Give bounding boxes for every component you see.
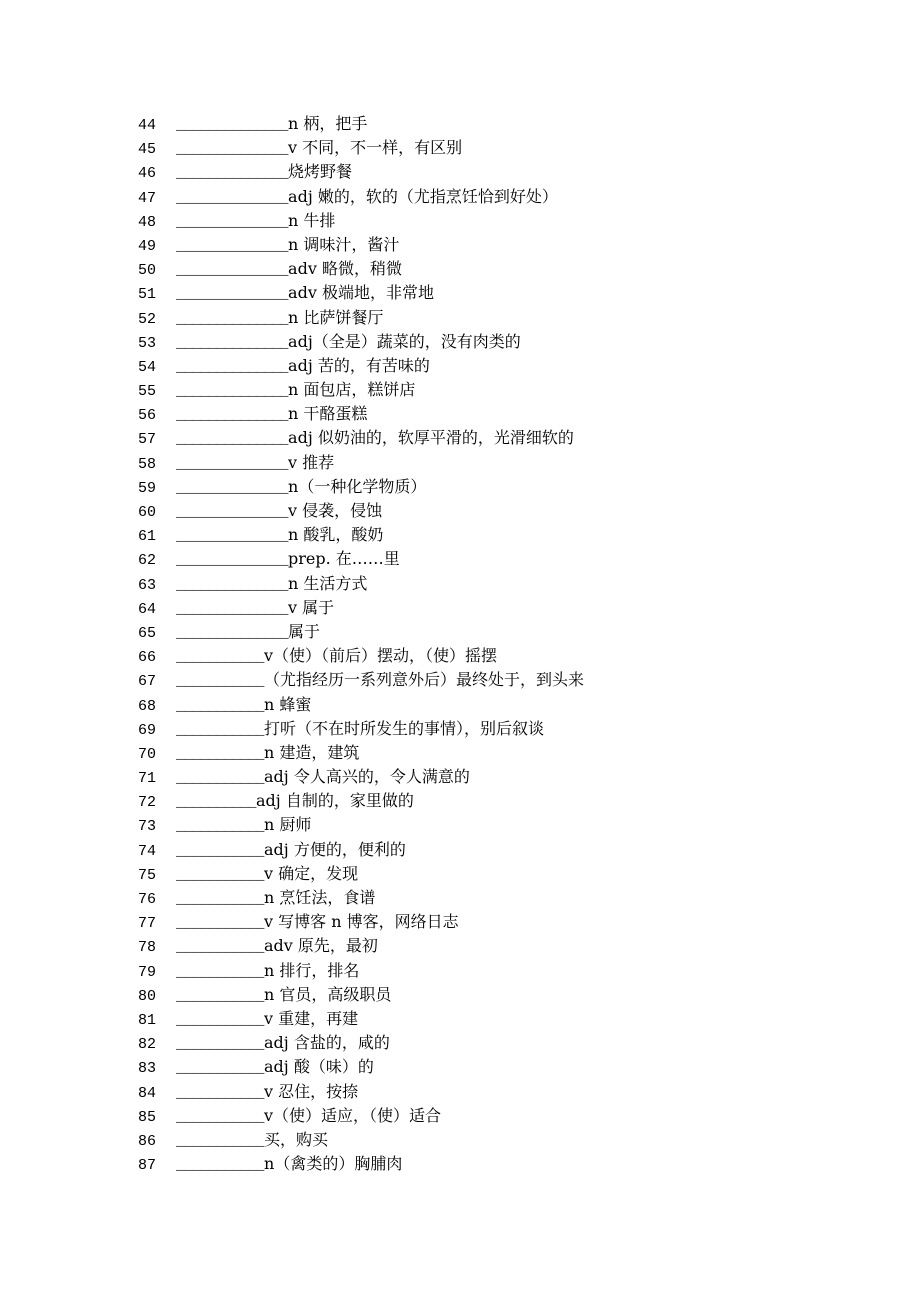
entry-number: 59 — [138, 479, 157, 497]
entry-number: 61 — [138, 528, 157, 546]
entry-definition: adj（全是）蔬菜的，没有肉类的 — [288, 331, 521, 351]
answer-blank: ___________ — [176, 1109, 265, 1126]
entry-number: 87 — [138, 1157, 157, 1175]
entry-number: 46 — [138, 165, 157, 183]
entry-number: 71 — [138, 770, 157, 788]
vocab-entry — [138, 620, 798, 644]
answer-blank: ___________ — [176, 698, 265, 715]
entry-number: 74 — [138, 842, 157, 860]
answer-blank: ______________ — [176, 263, 289, 280]
entry-definition: v 推荐 — [288, 452, 335, 472]
vocab-entry — [138, 257, 798, 281]
entry-number: 68 — [138, 697, 157, 715]
entry-definition: n 面包店，糕饼店 — [288, 380, 416, 400]
answer-blank: ______________ — [176, 456, 289, 473]
answer-blank: ______________ — [176, 505, 289, 521]
entry-definition: v 写博客 n 博客，网络日志 — [264, 912, 459, 932]
entry-definition: n 排行，排名 — [264, 960, 360, 980]
entry-definition: n 酸乳，酸奶 — [288, 525, 384, 545]
entry-number: 51 — [138, 286, 157, 304]
vocab-entry — [138, 402, 798, 426]
vocab-entry — [138, 862, 798, 886]
vocab-entry — [138, 1152, 798, 1176]
answer-blank: ___________ — [176, 964, 265, 981]
entry-definition: n 调味汁，酱汁 — [288, 234, 400, 254]
entry-definition: v 不同，不一样，有区别 — [288, 138, 463, 158]
vocabulary-list — [138, 112, 798, 1176]
entry-number: 72 — [138, 794, 157, 812]
entry-number: 84 — [138, 1084, 157, 1102]
vocab-entry — [138, 1007, 798, 1031]
vocab-entry — [138, 306, 798, 330]
answer-blank: ______________ — [176, 311, 289, 328]
entry-definition: n 建造，建筑 — [264, 742, 360, 762]
entry-number: 65 — [138, 624, 157, 642]
entry-definition: v 重建，再建 — [264, 1008, 359, 1028]
entry-definition: n 烹饪法，食谱 — [264, 888, 376, 907]
answer-blank: ___________ — [176, 1061, 265, 1078]
answer-blank: ______________ — [176, 166, 289, 183]
answer-blank: ______________ — [176, 118, 289, 134]
answer-blank: ___________ — [176, 1133, 265, 1150]
vocab-entry — [138, 233, 798, 257]
answer-blank: ______________ — [176, 190, 289, 207]
answer-blank: ___________ — [176, 819, 265, 836]
vocab-entry — [138, 959, 798, 983]
entry-number: 49 — [138, 237, 157, 255]
answer-blank: ______________ — [176, 287, 289, 304]
answer-blank: ___________ — [176, 988, 265, 1005]
entry-definition: （尤指经历一系列意外后）最终处于，到头来 — [264, 670, 585, 690]
vocab-entry — [138, 572, 798, 596]
answer-blank: ______________ — [176, 214, 289, 231]
entry-definition: adj 似奶油的，软厚平滑的，光滑细软的 — [288, 428, 574, 448]
answer-blank: ___________ — [176, 867, 265, 884]
answer-blank: ___________ — [176, 1085, 265, 1102]
answer-blank: ___________ — [176, 1037, 265, 1054]
answer-blank: ______________ — [176, 432, 289, 449]
entry-definition: adj 苦的，有苦味的 — [288, 355, 430, 375]
answer-blank: ______________ — [176, 480, 289, 497]
entry-definition: v 属于 — [288, 597, 335, 617]
entry-definition: adj 令人高兴的，令人满意的 — [264, 767, 470, 787]
vocab-entry — [138, 789, 798, 813]
vocab-entry — [138, 765, 798, 789]
entry-definition: adj 含盐的，咸的 — [264, 1033, 390, 1053]
vocab-entry — [138, 596, 798, 620]
entry-number: 55 — [138, 383, 157, 401]
entry-definition: n 蜂蜜 — [264, 694, 312, 714]
entry-definition: n 柄，把手 — [288, 114, 368, 133]
entry-number: 44 — [138, 117, 157, 134]
vocab-entry — [138, 475, 798, 499]
entry-number: 47 — [138, 189, 157, 207]
entry-number: 69 — [138, 721, 157, 739]
vocab-entry — [138, 741, 798, 765]
entry-number: 58 — [138, 455, 157, 473]
answer-blank: ______________ — [176, 359, 289, 376]
entry-number: 81 — [138, 1011, 157, 1029]
entry-number: 66 — [138, 649, 157, 667]
vocab-entry — [138, 983, 798, 1007]
entry-definition: 买，购买 — [264, 1129, 329, 1149]
vocab-entry — [138, 378, 798, 402]
entry-number: 76 — [138, 891, 157, 908]
entry-definition: adj 嫩的，软的（尤指烹饪恰到好处） — [288, 186, 558, 206]
vocab-entry — [138, 209, 798, 233]
entry-definition: n 干酪蛋糕 — [288, 404, 368, 424]
vocab-entry — [138, 838, 798, 862]
vocab-entry — [138, 1104, 798, 1128]
vocab-entry — [138, 717, 798, 741]
entry-number: 70 — [138, 745, 157, 763]
entry-definition: n 比萨饼餐厅 — [288, 307, 384, 327]
entry-definition: v 确定，发现 — [264, 863, 359, 883]
entry-definition: 属于 — [288, 621, 321, 641]
entry-definition: 打听（不在时所发生的事情），别后叙谈 — [264, 718, 545, 738]
entry-definition: adj 方便的，便利的 — [264, 839, 406, 859]
entry-number: 48 — [138, 213, 157, 231]
vocab-entry — [138, 281, 798, 305]
vocab-entry — [138, 668, 798, 692]
vocab-entry — [138, 934, 798, 958]
vocab-entry — [138, 910, 798, 934]
entry-number: 57 — [138, 431, 157, 449]
vocab-entry — [138, 886, 798, 910]
vocab-entry — [138, 1055, 798, 1079]
vocab-entry — [138, 1080, 798, 1104]
answer-blank: ___________ — [176, 843, 265, 860]
answer-blank: ______________ — [176, 553, 289, 570]
entry-number: 77 — [138, 915, 157, 933]
answer-blank: ______________ — [176, 238, 289, 255]
entry-number: 62 — [138, 552, 157, 570]
entry-definition: n（禽类的）胸脯肉 — [264, 1154, 403, 1174]
entry-definition: n 牛排 — [288, 210, 336, 230]
entry-definition: adv 略微，稍微 — [288, 259, 402, 279]
vocab-entry — [138, 354, 798, 378]
entry-number: 53 — [138, 334, 157, 352]
entry-number: 63 — [138, 576, 157, 594]
entry-number: 50 — [138, 262, 157, 280]
answer-blank: ______________ — [176, 408, 289, 425]
answer-blank: ___________ — [176, 746, 265, 763]
answer-blank: ___________ — [176, 650, 265, 667]
entry-definition: v 侵袭，侵蚀 — [288, 501, 383, 520]
vocab-entry — [138, 499, 798, 523]
answer-blank: ______________ — [176, 625, 289, 642]
vocab-entry — [138, 112, 798, 136]
answer-blank: ______________ — [176, 142, 289, 159]
entry-number: 56 — [138, 407, 157, 425]
vocab-entry — [138, 523, 798, 547]
entry-definition: n 官员，高级职员 — [264, 984, 392, 1004]
entry-number: 54 — [138, 358, 157, 376]
entry-definition: 烧烤野餐 — [288, 162, 353, 182]
answer-blank: ___________ — [176, 1158, 265, 1175]
entry-number: 67 — [138, 673, 157, 691]
answer-blank: ___________ — [176, 940, 265, 957]
answer-blank: __________ — [176, 795, 257, 812]
entry-definition: adj 酸（味）的 — [264, 1057, 374, 1077]
entry-number: 79 — [138, 963, 157, 981]
entry-number: 73 — [138, 818, 157, 836]
entry-number: 80 — [138, 987, 157, 1005]
answer-blank: ___________ — [176, 1012, 265, 1029]
entry-number: 83 — [138, 1060, 157, 1078]
entry-number: 86 — [138, 1132, 157, 1150]
answer-blank: ___________ — [176, 674, 265, 691]
answer-blank: ______________ — [176, 384, 289, 401]
entry-number: 64 — [138, 600, 157, 618]
entry-definition: adv 原先，最初 — [264, 936, 378, 956]
entry-number: 45 — [138, 141, 157, 159]
entry-definition: adj 自制的，家里做的 — [256, 791, 414, 811]
entry-number: 78 — [138, 939, 157, 957]
vocab-entry — [138, 693, 798, 717]
entry-definition: n 生活方式 — [288, 573, 368, 593]
answer-blank: ______________ — [176, 529, 289, 546]
vocab-entry — [138, 426, 798, 450]
answer-blank: ___________ — [176, 722, 265, 739]
entry-number: 52 — [138, 310, 157, 328]
entry-number: 75 — [138, 866, 157, 884]
answer-blank: ___________ — [176, 916, 265, 933]
entry-definition: v（使）（前后）摆动，（使）摇摆 — [264, 646, 498, 666]
vocab-entry — [138, 185, 798, 209]
vocab-entry — [138, 330, 798, 354]
entry-number: 82 — [138, 1036, 157, 1054]
answer-blank: ______________ — [176, 335, 289, 352]
answer-blank: ______________ — [176, 601, 289, 618]
vocab-entry — [138, 451, 798, 475]
entry-definition: n 厨师 — [264, 815, 312, 835]
entry-definition: prep. 在……里 — [288, 549, 400, 569]
answer-blank: ___________ — [176, 771, 265, 788]
entry-number: 85 — [138, 1108, 157, 1126]
answer-blank: ___________ — [176, 892, 265, 908]
vocab-entry — [138, 1128, 798, 1152]
entry-definition: v（使）适应，（使）适合 — [264, 1105, 442, 1125]
answer-blank: ______________ — [176, 577, 289, 594]
vocab-entry — [138, 160, 798, 184]
entry-definition: n（一种化学物质） — [288, 476, 427, 496]
vocab-entry — [138, 813, 798, 837]
vocab-entry — [138, 136, 798, 160]
vocab-entry — [138, 547, 798, 571]
entry-number: 60 — [138, 504, 157, 521]
entry-definition: v 忍住，按捺 — [264, 1081, 359, 1101]
vocab-entry — [138, 644, 798, 668]
entry-definition: adv 极端地，非常地 — [288, 283, 434, 303]
vocab-entry — [138, 1031, 798, 1055]
